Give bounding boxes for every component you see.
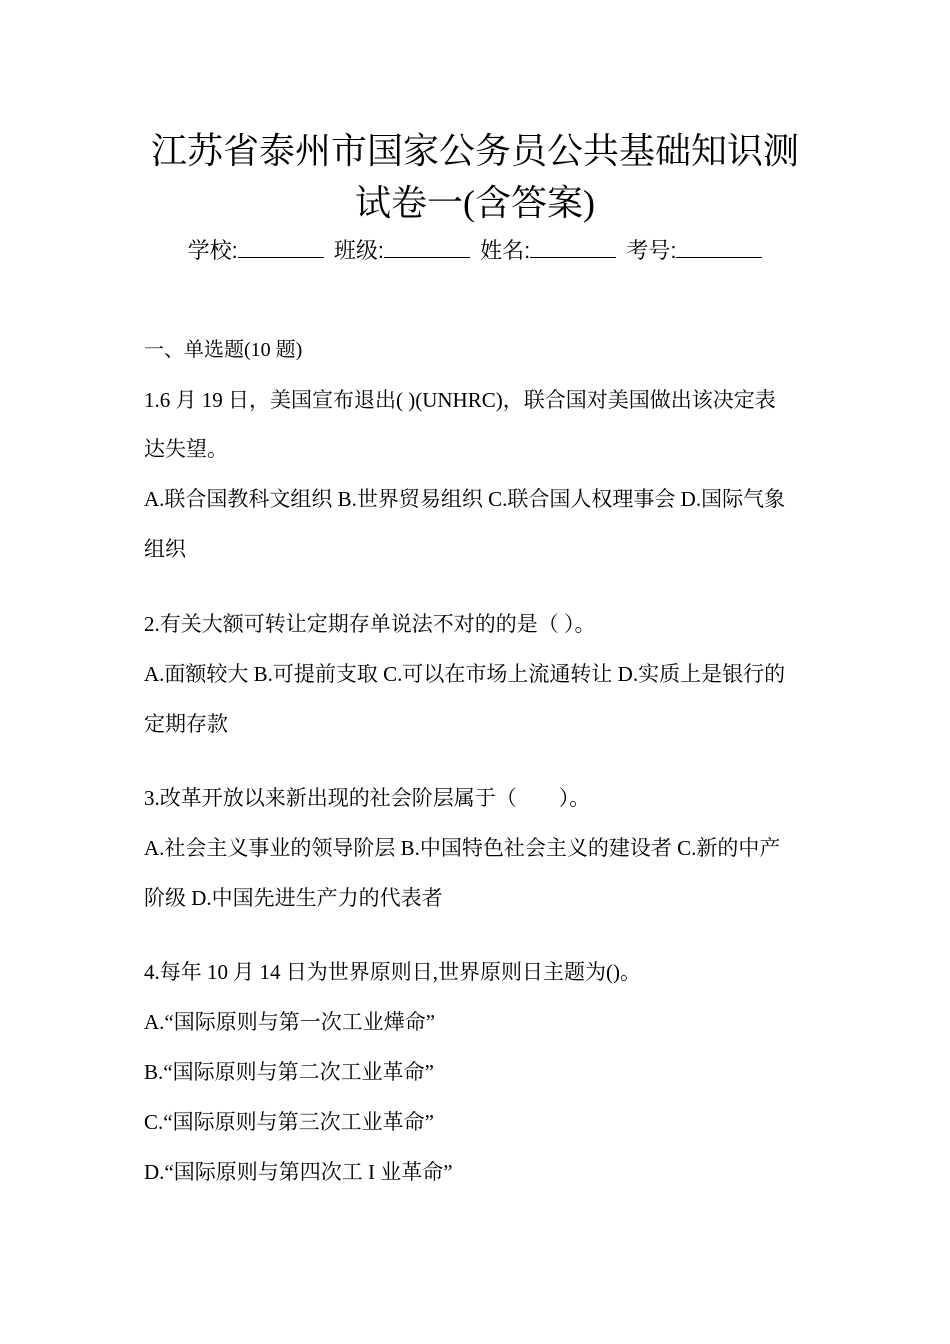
question-2-options-line1: A.面额较大 B.可提前支取 C.可以在市场上流通转让 D.实质上是银行的 [144,662,786,686]
name-blank[interactable] [530,235,616,258]
section-heading: 一、单选题(10 题) [144,339,303,361]
question-2-options-line2: 定期存款 [144,712,228,736]
name-label: 姓名: [480,238,531,263]
school-label: 学校: [187,238,238,263]
document-title-line2: 试卷一(含答案) [355,183,595,223]
question-3-options-line1: A.社会主义事业的领导阶层 B.中国特色社会主义的建设者 C.新的中产 [144,836,781,860]
question-4-option-b: B.“国际原则与第二次工业革命” [144,1060,434,1084]
question-1-options-line2: 组织 [144,537,186,561]
question-4-option-c: C.“国际原则与第三次工业革命” [144,1110,434,1134]
question-1-options-line1: A.联合国教科文组织 B.世界贸易组织 C.联合国人权理事会 D.国际气象 [144,487,786,511]
school-blank[interactable] [238,235,324,258]
class-label: 班级: [333,238,384,263]
school-field [188,238,324,263]
number-field [626,238,762,263]
student-info-row [0,233,950,269]
question-1-stem-line2: 达失望。 [144,437,228,461]
question-3-stem: 3.改革开放以来新出现的社会阶层属于（ ）。 [144,786,591,810]
question-1-stem-line1: 1.6 月 19 日，美国宣布退出( )(UNHRC)，联合国对美国做出该决定表 [144,388,776,412]
question-4-stem: 4.每年 10 月 14 日为世界原则日,世界原则日主题为()。 [144,960,641,984]
class-field [334,238,470,263]
number-blank[interactable] [676,235,762,258]
question-2-stem: 2.有关大额可转让定期存单说法不对的的是（ ）。 [144,612,596,636]
question-4-option-a: A.“国际原则与第一次工业燁命” [144,1010,436,1034]
number-label: 考号: [626,238,677,263]
class-blank[interactable] [384,235,470,258]
name-field [480,238,616,263]
question-4-option-d: D.“国际原则与第四次工 I 业革命” [144,1160,453,1184]
question-3-options-line2: 阶级 D.中国先进生产力的代表者 [144,886,443,910]
document-title-line1: 江苏省泰州市国家公务员公共基础知识测 [150,131,799,171]
